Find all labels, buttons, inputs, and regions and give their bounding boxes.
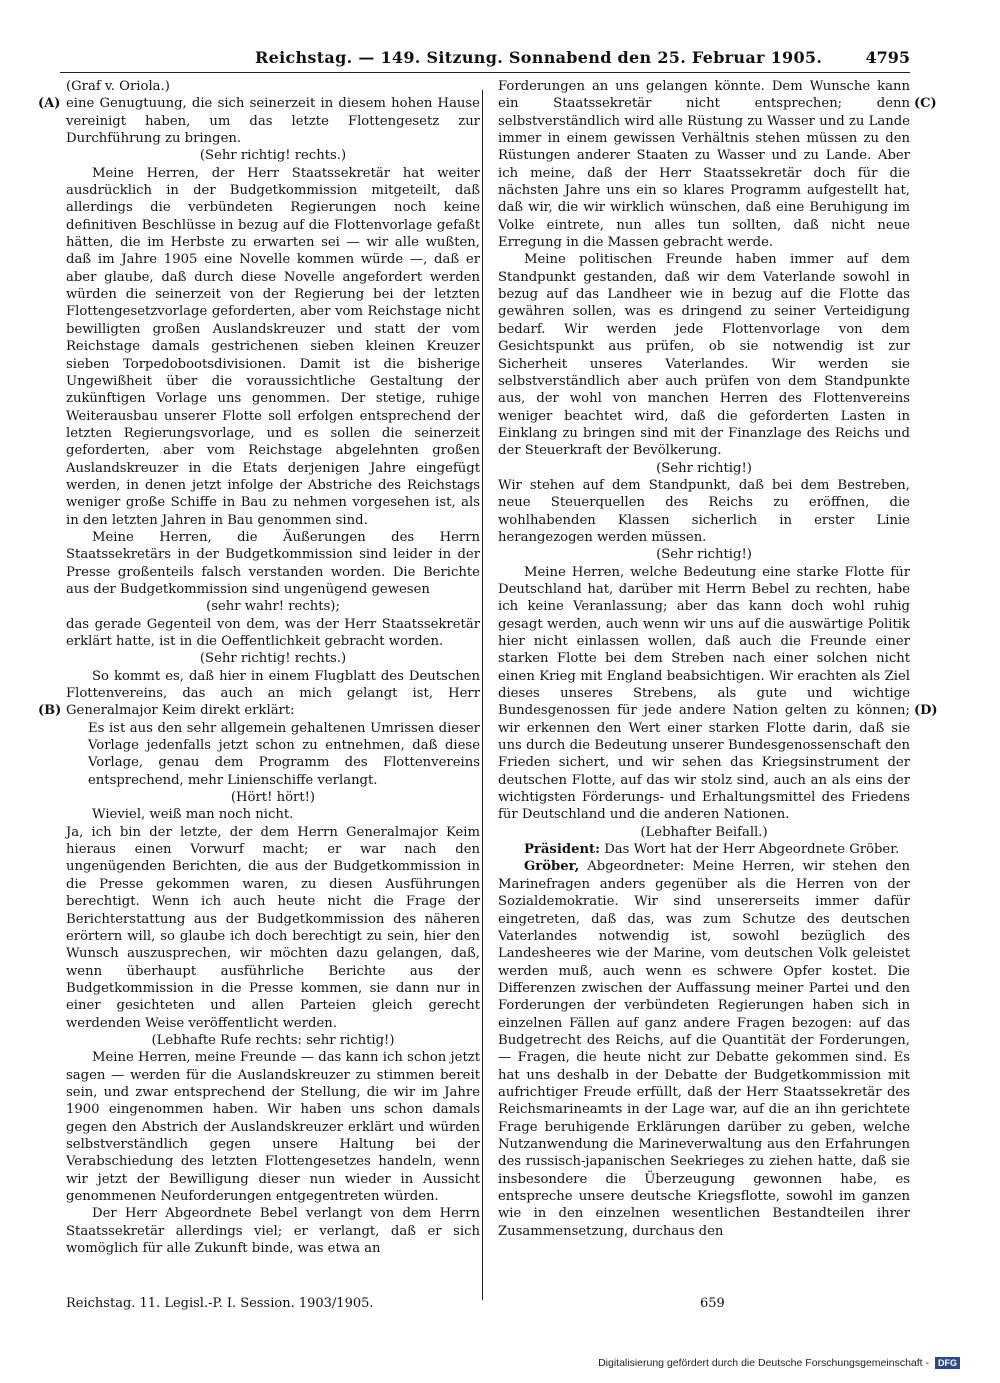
credit-bar [0,1340,1000,1383]
running-title: Reichstag. — 149. Sitzung. Sonnabend den 25. Februar 1905. [255,48,823,67]
interjection: (sehr wahr! rechts); [206,599,340,615]
president-label: Präsident: [524,842,601,858]
speaker-tag: (Graf v. Oriola.) [66,79,170,94]
dfg-logo: DFG [935,1357,960,1369]
paragraph: Forderungen an uns gelangen könnte. Dem Wunsche kann ein Staatssekretär nicht entsprechen; denn selbstverständlich wird alle Rüstung zu Wasser und zu Lande immer in einem gewissen Verhältnis stehen müssen zu den Rüstungen anderer Staaten zu Wasser und zu Lande. Aber ich meine, daß der Herr Staatssekretär doch für die nächsten Jahre uns ein so klares Programm aufgestellt hat, daß wir, die wir wirklich wünschen, daß eine Beruhigung im Volke eintrete, nun alles tun sollten, daß nicht neue Erregung in die Massen gebracht werde. [498,79,910,251]
paragraph: Der Herr Abgeordnete Bebel verlangt von dem Herrn Staatssekretär allerdings viel; er verlangt, daß er sich womöglich für alle Zukunft binde, was etwa an [66,1206,480,1257]
interjection: (Sehr richtig! rechts.) [199,148,347,164]
interjection: (Hört! hört!) [230,790,316,806]
interjection: (Lebhafter Beifall.) [640,824,768,840]
footer-source: Reichstag. 11. Legisl.-P. I. Session. 1903/1905. [66,1296,374,1311]
page-header [60,48,910,74]
credit-line [598,1357,960,1369]
paragraph: Ja, ich bin der letzte, der dem Herrn Generalmajor Keim hieraus einen Vorwurf macht; er war nach den ungenügenden Berichten, die aus der Budgetkommission in die Presse gekommen waren, zu diesen Ausführungen berechtigt. Wenn ich auch heute nicht die Frage der Berichterstattung aus der Budgetkommission des näheren erörtern will, so glaube ich doch berechtigt zu sein, hier den Wunsch auszusprechen, wir möchten dazu gelangen, daß, wenn überhaupt ausführliche Berichte aus der Budgetkommission in die Presse kommen, sie dann nur in einer gesichteten und allen Parteien gleich gerecht werdenden Weise veröffentlicht werden. [66,824,480,1031]
paragraph: das gerade Gegenteil von dem, was der Herr Staatssekretär erklärt hatte, ist in die Oeffentlichkeit gebracht worden. [66,616,480,649]
interjection: (Lebhafte Rufe rechts: sehr richtig!) [151,1032,395,1048]
interjection: (Sehr richtig! rechts.) [199,651,347,667]
speaker-label: Gröber, [524,859,580,875]
margin-mark-c: (C) [914,96,937,111]
margin-mark-b: (B) [38,703,62,718]
paragraph: Meine Herren, welche Bedeutung eine starke Flotte für Deutschland hat, darüber mit Herrn Bebel zu rechten, habe ich keine Veranlassung; aber das kann doch wohl ruhig gesagt werden, auch wenn wir uns auf die auswärtige Politik hier nicht einlassen wollen, daß auch die Freunde einer starken Flotte bei dem Streben nach einer solchen nicht einen Krieg mit England beabsichtigen. Wir erachten als Ziel dieses unseres Strebens, als gute und wichtige Bundesgenossen für jede andere Nation gelten zu können; wir erkennen den Wert einer starken Flotte darin, daß sie uns durch die Bedeutung unserer Bundesgenossenschaft den Frieden sichert, und wir sehen das Kriegsinstrument der deutschen Flotte, auf das wir stolz sind, auch an als eins der wichtigsten Förderungs- und Erhaltungsmittel des Friedens für Deutschland und die anderen Nationen. [498,564,910,823]
paragraph: eine Genugtuung, die sich seinerzeit in diesem hohen Hause vereinigt haben, um das letzte Flottengesetz zur Durchführung zu bringen. [66,96,480,147]
paragraph: Meine Herren, meine Freunde — das kann ich schon jetzt sagen — werden für die Auslandskreuzer zu stimmen bereit sein, und zwar entsprechend der Stellung, die wir im Jahre 1900 eingenommen haben. Wir haben uns schon damals gegen den Abstrich der Auslandskreuzer erklärt und würden selbstverständlich gegen unsere Haltung bei der Verabschiedung des letzten Flottengesetzes handeln, wenn wir jetzt der Bewilligung dieser nun wieder in Aussicht genommenen Neuforderungen entgegentreten würden. [66,1050,480,1204]
header-rule [60,72,910,73]
president-text: Das Wort hat der Herr Abgeordnete Gröber. [604,842,900,858]
margin-mark-d: (D) [914,703,938,718]
margin-mark-a: (A) [38,96,61,111]
president-statement [498,841,910,858]
right-column [498,78,910,1240]
column-divider [482,90,483,1300]
speaker-statement [498,858,910,1240]
footer-page: 659 [700,1296,725,1311]
interjection: (Sehr richtig!) [656,460,752,476]
paragraph: Meine Herren, die Äußerungen des Herrn Staatssekretärs in der Budgetkommission sind leider in der Presse großenteils falsch verstanden worden. Die Berichte aus der Budgetkommission sind ungenügend gewesen [66,529,480,597]
page-number: 4795 [865,48,910,67]
paragraph: Wieviel, weiß man noch nicht. [92,807,294,823]
block-quote: Es ist aus den sehr allgemein gehaltenen Umrissen dieser Vorlage jedenfalls jetzt schon zu entnehmen, daß diese Vorlage, genau dem Programm des Flottenvereins entsprechend, mehr Linienschiffe verlangt. [88,720,480,788]
interjection: (Sehr richtig!) [656,547,752,563]
paragraph: Meine Herren, der Herr Staatssekretär hat weiter ausdrücklich in der Budgetkommission mitgeteilt, daß allerdings die verbündeten Regierungen noch keine definitiven Beschlüsse in bezug auf die Flottenvorlage gefaßt hätten, die im Herbste zu erwarten sei — wir alle wußten, daß im Jahre 1905 eine Novelle kommen würde —, daß er aber glaube, daß durch diese Novelle angefordert werden würden die seinerzeit von der Regierung bei der letzten Flottengesetzvorlage geforderten, aber vom Reichstage nicht bewilligten großen Auslandskreuzer und statt der vom Reichstage damals gestrichenen sieben kleinen Kreuzer sieben Torpedobootsdivisionen. Damit ist die bisherige Ungewißheit über die voraussichtliche Gestaltung der zukünftigen Vorlage uns genommen. Der stetige, ruhige Weiterausbau unserer Flotte soll erfolgen entsprechend der letzten Regierungsvorlage, und es sollen die seinerzeit geforderten, aber vom Reichstage abgelehnten großen Auslandskreuzer in die Etats derjenigen Jahre eingefügt werden, in denen jetzt infolge der Abstriche des Reichstags weniger große Schiffe in Bau zu nehmen vorgesehen ist, als in den letzten Jahren in Bau genommen sind. [66,165,480,528]
paragraph: Meine politischen Freunde haben immer auf dem Standpunkt gestanden, daß wir dem Vaterlande sowohl in bezug auf das Landheer wie in bezug auf die Flotte das gewähren sollen, was es dringend zu seiner Verteidigung bedarf. Wir werden jede Flottenvorlage von dem Gesichtspunkt aus prüfen, ob sie notwendig ist zur Sicherheit unseres Vaterlandes. Wir werden sie selbstverständlich aber auch prüfen von dem Standpunkte aus, der wohl von manchen Herren des Flottenvereins weniger beachtet wird, daß die geforderten Lasten in Einklang zu bringen sind mit der Finanzlage des Reichs und der Steuerkraft der Bevölkerung. [498,252,910,459]
left-column [66,78,480,1257]
credit-text: Digitalisierung gefördert durch die Deutsche Forschungsgemeinschaft - [598,1357,929,1369]
speaker-text: Abgeordneter: Meine Herren, wir stehen den Marinefragen anders gegenüber als die Herren von der Sozialdemokratie. Wir sind unsererseits immer dafür eingetreten, daß das, was zum Schutze des deutschen Vaterlandes notwendig ist, sowohl bezüglich des Landesheeres wie der Marine, vom deutschen Volk geleistet werden muß, auch wenn es schwere Opfer kostet. Die Differenzen zwischen der Auffassung meiner Partei und den Forderungen der verbündeten Regierungen haben sich in einzelnen Fällen auf ganz andere Fragen bezogen: auf das Budgetrecht des Reichs, auf die Quantität der Forderungen, — Fragen, die heute nicht zur Debatte gekommen sind. Es hat uns deshalb in der Debatte der Budgetkommission mit aufrichtiger Freude erfüllt, daß der Herr Staatssekretär des Reichsmarineamts in der Lage war, auf die an ihn gerichtete Frage beruhigende Erklärungen darüber zu geben, welche Nutzanwendung die Marineverwaltung aus den Erfahrungen des russisch-japanischen Seekrieges zu ziehen hatte, daß sie insbesondere die Überzeugung gewonnen habe, es entspreche unsere deutsche Kriegsflotte, sowohl im ganzen wie in den einzelnen wesentlichen Bestandteilen ihrer Zusammensetzung, durchaus den [498,859,910,1239]
paragraph: So kommt es, daß hier in einem Flugblatt des Deutschen Flottenvereins, das auch an mich gelangt ist, Herr Generalmajor Keim direkt erklärt: [66,668,480,719]
paragraph: Wir stehen auf dem Standpunkt, daß bei dem Bestreben, neue Steuerquellen des Reichs zu eröffnen, die wohlhabenden Klassen sicherlich in erster Linie herangezogen werden müssen. [498,477,910,545]
